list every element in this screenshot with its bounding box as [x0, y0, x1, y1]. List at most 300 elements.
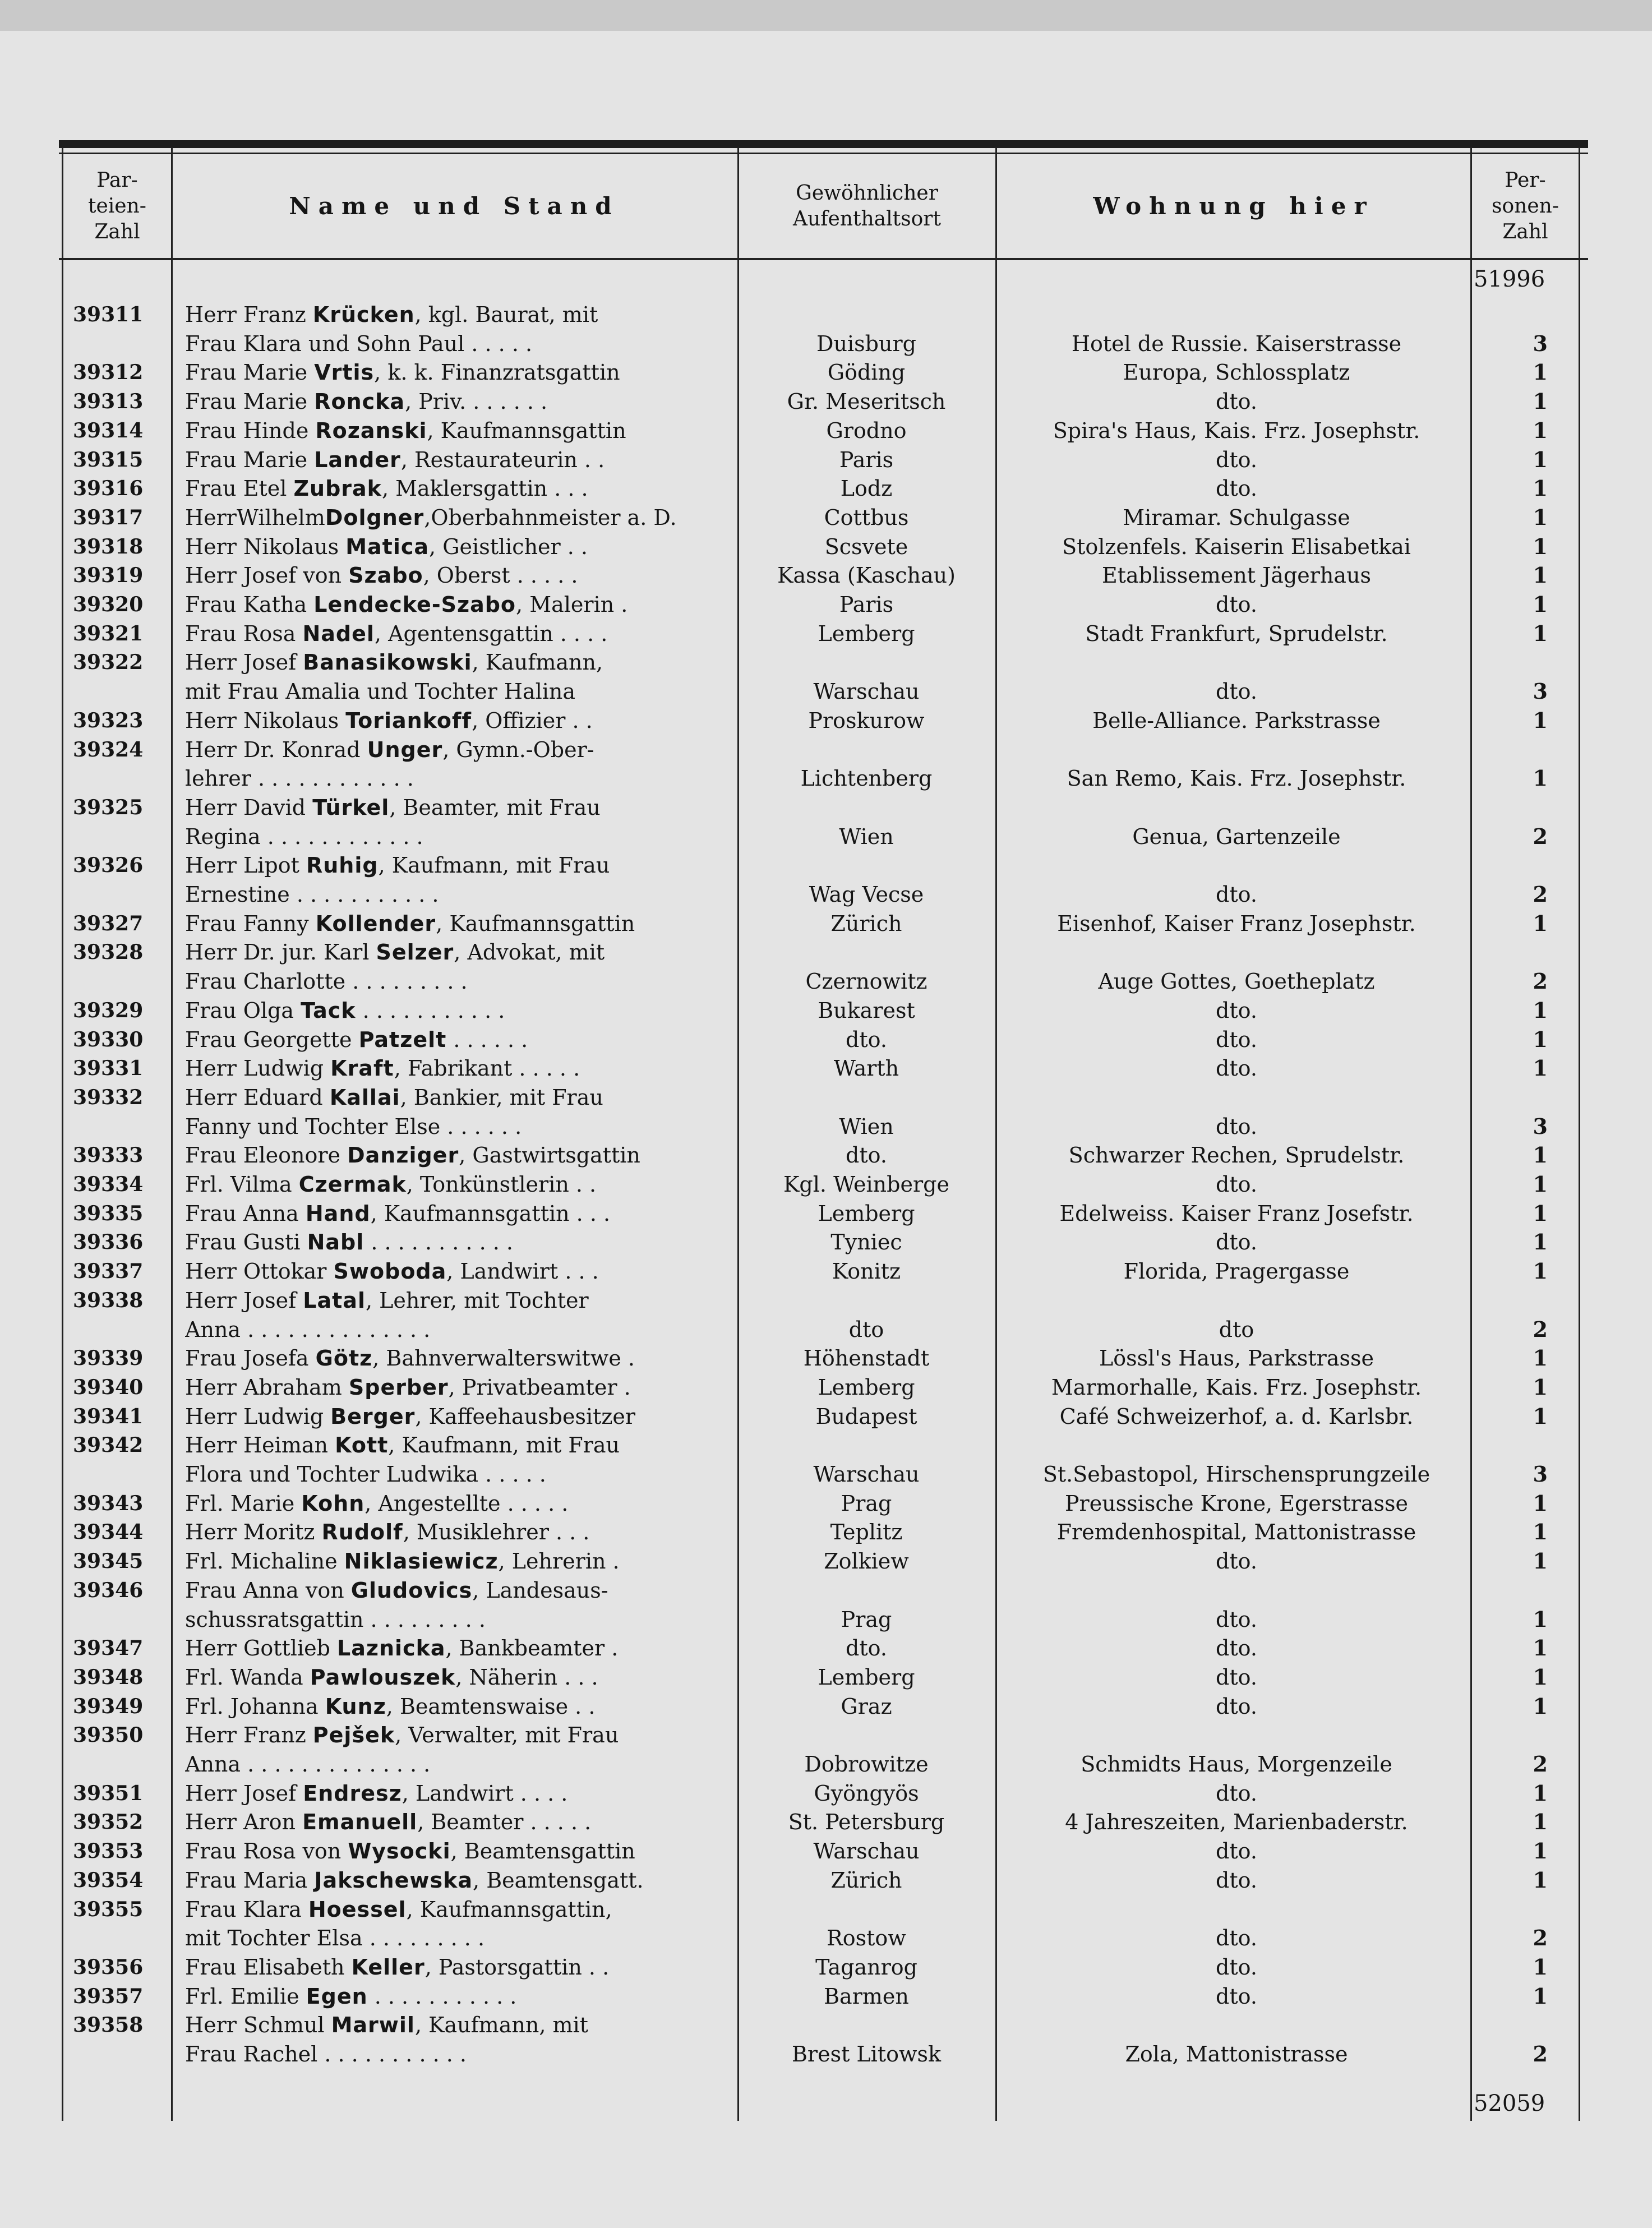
- party-number: 39347: [73, 1636, 144, 1660]
- party-number: 39326: [73, 854, 144, 878]
- name-and-status: [185, 1923, 735, 1953]
- person-count: 1: [1533, 1983, 1548, 2009]
- name-and-status: [185, 706, 735, 735]
- table-row: [0, 1692, 1652, 1721]
- name-text: . . . . . . . . . . .: [367, 1983, 517, 2009]
- party-number: 39327: [73, 911, 144, 935]
- surname: Banasikowski: [303, 650, 472, 675]
- party-number: 39353: [73, 1839, 144, 1863]
- local-address: Etablissement Jägerhaus: [1101, 563, 1372, 588]
- name-text: Frl. Marie: [185, 1491, 302, 1516]
- name-text: Frau Katha: [185, 592, 314, 617]
- usual-residence: Prag: [841, 1491, 892, 1516]
- table-row: [0, 1923, 1652, 1953]
- person-count: 1: [1533, 446, 1548, 472]
- local-address: dto.: [1216, 1172, 1257, 1197]
- name-text: , Malerin .: [516, 592, 628, 617]
- surname: Roncka: [314, 389, 405, 414]
- local-address: dto.: [1216, 998, 1257, 1023]
- name-text: Herr Franz: [185, 302, 313, 327]
- table-row: [0, 1982, 1652, 2011]
- name-text: , Kaufmann, mit Frau: [388, 1433, 620, 1458]
- name-and-status: [185, 1286, 735, 1315]
- party-number: 39316: [73, 477, 144, 501]
- name-text: mit Frau Amalia und Tochter Halina: [185, 679, 576, 704]
- surname: Szabo: [348, 563, 423, 588]
- name-and-status: [185, 619, 735, 648]
- local-address: dto.: [1216, 1664, 1257, 1690]
- name-text: , Priv. . . . . . .: [405, 389, 548, 414]
- name-text: Herr Eduard: [185, 1085, 330, 1110]
- party-number: 39343: [73, 1491, 144, 1515]
- name-text: , Geistlicher . .: [429, 534, 588, 559]
- table-row: [0, 909, 1652, 938]
- name-text: Herr Ludwig: [185, 1056, 331, 1081]
- local-address: dto.: [1216, 1780, 1257, 1806]
- name-and-status: [185, 1895, 735, 1924]
- usual-residence: Lemberg: [818, 1201, 915, 1226]
- name-and-status: [185, 1141, 735, 1170]
- local-address: dto.: [1216, 1636, 1257, 1661]
- person-count: 2: [1533, 2041, 1548, 2066]
- name-text: , Kaufmannsgattin,: [406, 1897, 612, 1922]
- table-row: [0, 1576, 1652, 1605]
- local-address: dto.: [1216, 1839, 1257, 1864]
- name-text: schussratsgattin . . . . . . . . .: [185, 1607, 486, 1632]
- table-row: [0, 967, 1652, 996]
- name-text: , Bankier, mit Frau: [400, 1085, 603, 1110]
- name-text: Herr Abraham: [185, 1374, 349, 1400]
- surname: Toriankoff: [345, 708, 472, 733]
- name-and-status: [185, 1953, 735, 1982]
- table-row: [0, 503, 1652, 532]
- name-and-status: [185, 2010, 735, 2040]
- party-number: 39330: [73, 1027, 144, 1051]
- surname: Matica: [345, 534, 430, 559]
- local-address: dto.: [1216, 592, 1257, 617]
- table-row: [0, 2010, 1652, 2040]
- party-number: 39315: [73, 448, 144, 472]
- name-text: Frl. Vilma: [185, 1172, 299, 1197]
- table-row: [0, 1344, 1652, 1373]
- local-address: dto.: [1216, 476, 1257, 501]
- name-text: , Maklersgattin . . .: [381, 476, 588, 501]
- usual-residence: Lodz: [840, 476, 893, 501]
- surname: Danziger: [347, 1143, 459, 1168]
- person-count: 3: [1533, 1461, 1548, 1487]
- name-text: , Agentensgattin . . . .: [374, 621, 608, 646]
- table-row: [0, 706, 1652, 735]
- party-number: 39320: [73, 593, 144, 616]
- surname: Vrtis: [314, 360, 375, 385]
- local-address: dto.: [1216, 1983, 1257, 2009]
- name-text: Frau Eleonore: [185, 1143, 348, 1168]
- name-and-status: [185, 1866, 735, 1895]
- usual-residence: Duisburg: [816, 331, 916, 356]
- name-and-status: [185, 1344, 735, 1373]
- person-count: 1: [1533, 1780, 1548, 1806]
- table-row: [0, 1257, 1652, 1286]
- name-and-status: [185, 793, 735, 822]
- name-and-status: [185, 648, 735, 677]
- person-count: 3: [1533, 679, 1548, 704]
- surname: Egen: [306, 1983, 368, 2009]
- usual-residence: St. Petersburg: [788, 1810, 945, 1835]
- name-and-status: [185, 474, 735, 503]
- name-text: . . . . . .: [446, 1027, 528, 1052]
- name-text: Herr Aron: [185, 1810, 303, 1835]
- surname: Emanuell: [302, 1810, 418, 1835]
- party-number: 39314: [73, 418, 144, 442]
- usual-residence: Wien: [839, 824, 894, 849]
- party-number: 39318: [73, 534, 144, 559]
- name-and-status: [185, 1489, 735, 1518]
- name-text: Frau Marie: [185, 360, 315, 385]
- surname: Czermak: [298, 1172, 407, 1197]
- name-text: Frl. Michaline: [185, 1549, 344, 1574]
- name-text: Herr Schmul: [185, 2013, 331, 2038]
- name-text: Herr Moritz: [185, 1520, 322, 1545]
- table-row: [0, 764, 1652, 793]
- table-row: [0, 1517, 1652, 1547]
- party-number: 39335: [73, 1201, 144, 1225]
- name-and-status: [185, 1315, 735, 1344]
- person-count: 3: [1533, 330, 1548, 356]
- name-text: , Lehrerin .: [498, 1549, 620, 1574]
- name-text: Frau Anna von: [185, 1577, 351, 1603]
- person-count: 1: [1533, 1838, 1548, 1864]
- name-and-status: [185, 1750, 735, 1779]
- person-count: 1: [1533, 1026, 1548, 1052]
- person-count: 1: [1533, 1055, 1548, 1081]
- party-number: 39325: [73, 795, 144, 819]
- name-text: , Kaufmannsgattin: [436, 911, 635, 936]
- usual-residence: Brest Litowsk: [791, 2042, 942, 2066]
- table-row: [0, 1228, 1652, 1257]
- name-and-status: [185, 1837, 735, 1866]
- name-and-status: [185, 1431, 735, 1460]
- table-row: [0, 1807, 1652, 1837]
- name-text: Frau Olga: [185, 998, 301, 1023]
- name-text: , kgl. Baurat, mit: [414, 302, 598, 327]
- surname: Dolgner: [325, 505, 424, 530]
- name-text: , Bahnverwalterswitwe .: [372, 1346, 635, 1371]
- name-text: ,Oberbahnmeister a. D.: [424, 505, 677, 530]
- local-address: Europa, Schlossplatz: [1123, 360, 1350, 385]
- surname: Tack: [301, 998, 356, 1023]
- usual-residence: Dobrowitze: [804, 1752, 929, 1777]
- name-text: Herr Heiman: [185, 1433, 335, 1458]
- name-text: Frau Marie: [185, 389, 315, 414]
- name-text: , Pastorsgattin . .: [424, 1954, 610, 1980]
- party-number: 39351: [73, 1781, 144, 1805]
- table-row: [0, 1750, 1652, 1779]
- table-row: [0, 735, 1652, 764]
- name-text: , Fabrikant . . . . .: [394, 1056, 580, 1081]
- name-and-status: [185, 1373, 735, 1402]
- name-text: , Landwirt . . .: [446, 1259, 599, 1284]
- name-text: mit Tochter Elsa . . . . . . . . .: [185, 1926, 485, 1951]
- name-and-status: [185, 822, 735, 851]
- party-number: 39345: [73, 1549, 144, 1574]
- person-count: 1: [1533, 1693, 1548, 1719]
- person-count: 3: [1533, 1113, 1548, 1139]
- usual-residence: Lichtenberg: [800, 766, 933, 791]
- table-row: [0, 1837, 1652, 1866]
- usual-residence: Warschau: [813, 1462, 920, 1487]
- local-address: Eisenhof, Kaiser Franz Josephstr.: [1057, 911, 1416, 936]
- table-row: [0, 1286, 1652, 1315]
- usual-residence: Bukarest: [818, 998, 915, 1023]
- usual-residence: Czernowitz: [805, 969, 927, 994]
- surname: Laznicka: [337, 1636, 446, 1661]
- name-and-status: [185, 1460, 735, 1489]
- local-address: Fremdenhospital, Mattonistrasse: [1056, 1520, 1416, 1545]
- table-row: [0, 590, 1652, 619]
- table-row: [0, 1663, 1652, 1692]
- table-row: [0, 329, 1652, 358]
- usual-residence: Höhenstadt: [803, 1346, 930, 1371]
- name-text: , Beamtensgattin: [450, 1839, 635, 1864]
- surname: Kallai: [329, 1085, 400, 1110]
- name-text: Herr Josef: [185, 1780, 303, 1806]
- table-row: [0, 793, 1652, 822]
- local-address: Stolzenfels. Kaiserin Elisabetkai: [1062, 534, 1411, 559]
- name-and-status: [185, 1517, 735, 1547]
- name-text: HerrWilhelm: [185, 505, 325, 530]
- party-number: 39321: [73, 621, 144, 645]
- name-text: Fanny und Tochter Else . . . . . .: [185, 1114, 522, 1139]
- table-row: [0, 880, 1652, 909]
- table-row: [0, 358, 1652, 387]
- local-address: Miramar. Schulgasse: [1123, 505, 1350, 530]
- surname: Kollender: [315, 911, 436, 936]
- person-count: 1: [1533, 417, 1548, 443]
- local-address: Florida, Pragergasse: [1123, 1259, 1350, 1284]
- party-number: 39348: [73, 1665, 144, 1689]
- table-row: [0, 1431, 1652, 1460]
- name-text: Frau Klara: [185, 1897, 308, 1922]
- surname: Selzer: [376, 940, 454, 965]
- party-number: 39317: [73, 505, 144, 529]
- person-count: 2: [1533, 1925, 1548, 1951]
- party-number: 39331: [73, 1057, 144, 1081]
- usual-residence: Paris: [839, 592, 894, 617]
- party-number: 39341: [73, 1404, 144, 1428]
- name-and-status: [185, 1402, 735, 1431]
- usual-residence: Kassa (Kaschau): [777, 563, 956, 588]
- name-text: Frau Maria: [185, 1867, 315, 1893]
- party-number: 39329: [73, 998, 144, 1022]
- party-number: 39358: [73, 2013, 144, 2037]
- table-row: [0, 677, 1652, 706]
- party-number: 39319: [73, 564, 144, 588]
- name-and-status: [185, 1982, 735, 2011]
- name-text: , Kaufmannsgattin: [427, 418, 626, 443]
- name-text: , Landwirt . . . .: [402, 1780, 568, 1806]
- local-address: dto.: [1216, 1607, 1257, 1632]
- table-top-rule: [59, 140, 1588, 148]
- table-row: [0, 1779, 1652, 1808]
- party-number: 39352: [73, 1810, 144, 1834]
- name-text: , k. k. Finanzratsgattin: [374, 360, 620, 385]
- party-number: 39357: [73, 1984, 144, 2008]
- local-address: dto.: [1216, 1056, 1257, 1081]
- usual-residence: Budapest: [815, 1404, 917, 1429]
- party-number: 39312: [73, 361, 144, 385]
- party-number: 39339: [73, 1346, 144, 1371]
- name-text: , Privatbeamter .: [448, 1374, 631, 1400]
- name-text: , Lehrer, mit Tochter: [365, 1288, 589, 1313]
- header-wohnung-hier: Wohnung hier: [1093, 192, 1374, 220]
- person-count: 1: [1533, 1867, 1548, 1893]
- local-address: Schwarzer Rechen, Sprudelstr.: [1068, 1143, 1405, 1168]
- table-row: [0, 474, 1652, 503]
- table-row: [0, 1605, 1652, 1634]
- local-address: dto.: [1216, 1694, 1257, 1719]
- party-number: 39333: [73, 1143, 144, 1168]
- name-text: , Kaufmannsgattin . . .: [370, 1201, 611, 1226]
- table-row: [0, 1199, 1652, 1228]
- name-text: lehrer . . . . . . . . . . . .: [185, 766, 414, 791]
- local-address: Edelweiss. Kaiser Franz Josefstr.: [1059, 1201, 1414, 1226]
- name-text: Herr Ludwig: [185, 1404, 331, 1429]
- name-and-status: [185, 2040, 735, 2069]
- name-and-status: [185, 1054, 735, 1083]
- table-row: [0, 996, 1652, 1025]
- usual-residence: Paris: [839, 447, 894, 472]
- usual-residence: Prag: [841, 1607, 892, 1632]
- carried-total: 51996: [1474, 266, 1545, 292]
- name-text: Frl. Emilie: [185, 1983, 306, 2009]
- person-count: 1: [1533, 533, 1548, 559]
- name-and-status: [185, 1663, 735, 1692]
- party-number: 39350: [73, 1723, 144, 1747]
- name-text: Frau Rachel . . . . . . . . . . .: [185, 2042, 467, 2066]
- table-row: [0, 445, 1652, 474]
- person-count: 1: [1533, 504, 1548, 530]
- name-text: Frau Etel: [185, 476, 294, 501]
- name-and-status: [185, 416, 735, 445]
- surname: Unger: [367, 737, 443, 762]
- table-row: [0, 1953, 1652, 1982]
- person-count: 1: [1533, 997, 1548, 1023]
- name-text: Frau Hinde: [185, 418, 316, 443]
- person-count: 1: [1533, 1229, 1548, 1255]
- table-row: [0, 532, 1652, 561]
- header-aufenthaltsort: Gewöhnlicher Aufenthaltsort: [793, 181, 941, 230]
- table-row: [0, 1141, 1652, 1170]
- table-row: [0, 1054, 1652, 1083]
- surname: Kunz: [325, 1694, 386, 1719]
- name-text: Ernestine . . . . . . . . . . .: [185, 882, 439, 907]
- name-and-status: [185, 1576, 735, 1605]
- usual-residence: Graz: [841, 1694, 892, 1719]
- name-and-status: [185, 909, 735, 938]
- local-address: Zola, Mattonistrasse: [1125, 2042, 1348, 2066]
- person-count: 1: [1533, 1635, 1548, 1661]
- person-count: 1: [1533, 1171, 1548, 1197]
- usual-residence: Tyniec: [830, 1230, 902, 1255]
- table-row: [0, 648, 1652, 677]
- local-address: dto.: [1216, 882, 1257, 907]
- header-parteien-zahl: Par- teien- Zahl: [88, 168, 146, 243]
- party-number: 39342: [73, 1433, 144, 1457]
- usual-residence: Lemberg: [818, 1664, 915, 1690]
- name-and-status: [185, 880, 735, 909]
- surname: Hoessel: [308, 1897, 407, 1922]
- surname: Kott: [335, 1433, 389, 1458]
- usual-residence: Wien: [839, 1114, 894, 1139]
- name-text: , Musiklehrer . . .: [403, 1520, 590, 1545]
- name-text: . . . . . . . . . . .: [364, 1230, 513, 1255]
- table-row: [0, 1720, 1652, 1750]
- person-count: 1: [1533, 1490, 1548, 1516]
- person-count: 2: [1533, 1316, 1548, 1342]
- name-text: , Restaurateurin . .: [400, 447, 605, 472]
- name-text: Frau Fanny: [185, 911, 316, 936]
- party-number: 39332: [73, 1085, 144, 1109]
- name-text: , Kaufmann, mit Frau: [378, 853, 610, 878]
- table-row: [0, 300, 1652, 329]
- name-text: , Beamtensgatt.: [473, 1867, 644, 1893]
- name-text: Herr Josef: [185, 1288, 303, 1313]
- table-row: [0, 1373, 1652, 1402]
- header-bottom-rule: [59, 258, 1588, 260]
- person-count: 1: [1533, 1258, 1548, 1284]
- local-address: dto.: [1216, 447, 1257, 472]
- name-text: Herr Nikolaus: [185, 534, 346, 559]
- person-count: 1: [1533, 359, 1548, 385]
- name-and-status: [185, 532, 735, 561]
- party-number: 39322: [73, 651, 144, 675]
- name-and-status: [185, 1083, 735, 1112]
- table-row: [0, 1170, 1652, 1199]
- name-text: Frau Georgette: [185, 1027, 359, 1052]
- usual-residence: dto.: [846, 1143, 887, 1168]
- party-number: 39344: [73, 1520, 144, 1544]
- usual-residence: Proskurow: [808, 708, 925, 733]
- usual-residence: Kgl. Weinberge: [783, 1172, 949, 1197]
- table-row: [0, 619, 1652, 648]
- usual-residence: Rostow: [827, 1926, 906, 1951]
- name-text: , Kaufmann, mit: [414, 2013, 588, 2038]
- party-number: 39324: [73, 737, 144, 762]
- name-text: Frau Gusti: [185, 1230, 307, 1255]
- usual-residence: Gr. Meseritsch: [787, 389, 946, 414]
- header-personen-zahl: Per- sonen- Zahl: [1492, 168, 1559, 243]
- name-and-status: [185, 590, 735, 619]
- local-address: dto: [1219, 1317, 1254, 1342]
- name-text: , Bankbeamter .: [445, 1636, 619, 1661]
- name-text: Herr Gottlieb: [185, 1636, 338, 1661]
- usual-residence: Taganrog: [815, 1954, 917, 1980]
- usual-residence: Lemberg: [818, 621, 915, 646]
- party-number: 39354: [73, 1868, 144, 1892]
- name-text: . . . . . . . . . . .: [356, 998, 505, 1023]
- surname: Jakschewska: [314, 1867, 473, 1893]
- name-text: , Advokat, mit: [454, 940, 605, 965]
- name-and-status: [185, 1692, 735, 1721]
- person-count: 1: [1533, 1664, 1548, 1690]
- local-address: dto.: [1216, 1926, 1257, 1951]
- usual-residence: Warschau: [813, 1839, 920, 1864]
- local-address: dto.: [1216, 1867, 1257, 1893]
- name-and-status: [185, 1807, 735, 1837]
- surname: Lendecke-Szabo: [313, 592, 516, 617]
- person-count: 1: [1533, 476, 1548, 501]
- name-text: , Tonkünstlerin . .: [406, 1172, 597, 1197]
